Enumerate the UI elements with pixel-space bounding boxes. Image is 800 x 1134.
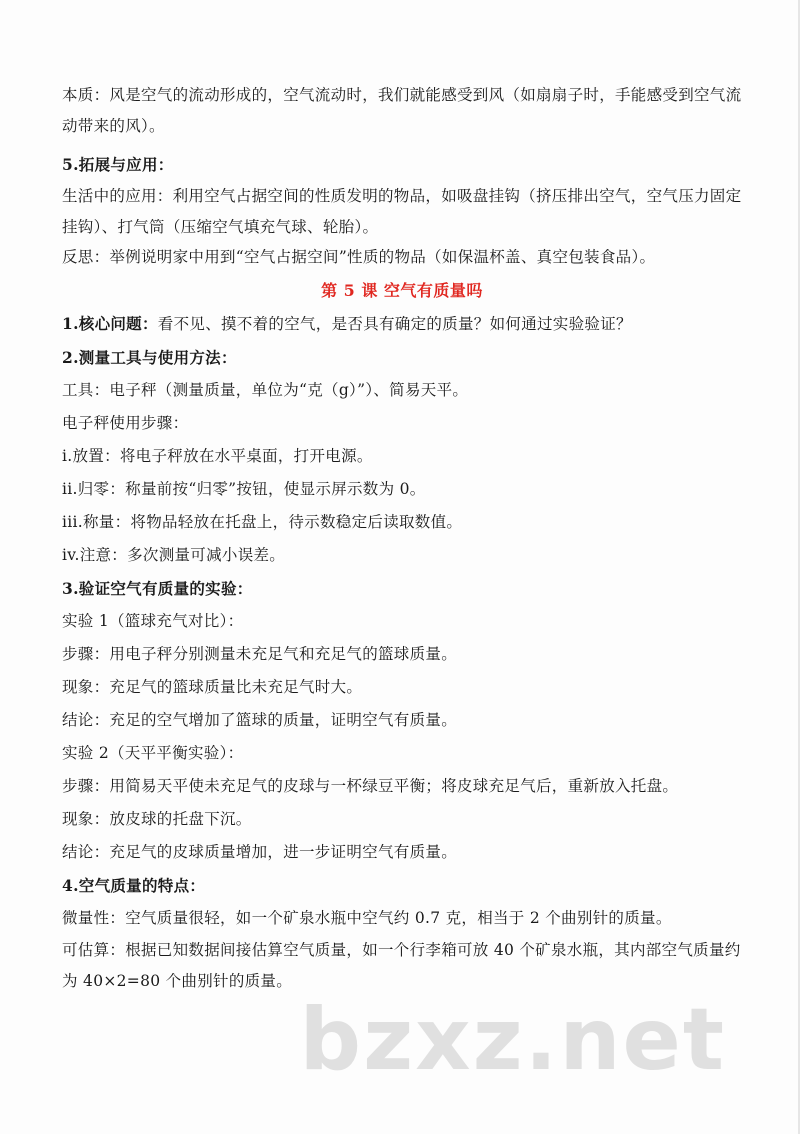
tools-heading: 2.测量工具与使用方法： [62, 348, 237, 367]
reflection-line: 反思：举例说明家中用到“空气占据空间”性质的物品（如保温杯盖、真空包装食品）。 [62, 248, 656, 266]
tools-line: 工具：电子秤（测量质量，单位为“克（g）”）、简易天平。 [62, 381, 469, 399]
step-note: iv.注意：多次测量可减小误差。 [62, 546, 286, 564]
step-placement: i.放置：将电子秤放在水平桌面，打开电源。 [62, 447, 373, 465]
application-paragraph: 生活中的应用：利用空气占据空间的性质发明的物品，如吸盘挂钩（挤压排出空气，空气压力固定挂钩）、打气筒（压缩空气填充气球、轮胎）。 [62, 187, 742, 236]
feature-estimation: 可估算：根据已知数据间接估算空气质量，如一个行李箱可放 40 个矿泉水瓶，其内部空气质量约为 40×2=80 个曲别针的质量。 [62, 941, 741, 990]
experiment-1-steps: 步骤：用电子秤分别测量未充足气和充足气的篮球质量。 [62, 645, 458, 663]
core-question-line [62, 313, 742, 335]
experiment-2-conclusion: 结论：充足气的皮球质量增加，进一步证明空气有质量。 [62, 843, 458, 861]
intro-paragraph: 本质：风是空气的流动形成的，空气流动时，我们就能感受到风（如扇扇子时，手能感受到空气流动带来的风）。 [62, 86, 742, 135]
experiment-2-steps: 步骤：用简易天平使未充足气的皮球与一杯绿豆平衡；将皮球充足气后，重新放入托盘。 [62, 777, 679, 795]
step-zeroing: ii.归零：称量前按“归零”按钮，使显示屏示数为 0。 [62, 480, 426, 498]
step-weighing: iii.称量：将物品轻放在托盘上，待示数稳定后读取数值。 [62, 513, 463, 531]
experiment-2-title: 实验 2（天平平衡实验）： [62, 744, 244, 762]
core-question-text: 看不见、摸不着的空气，是否具有确定的质量？如何通过实验验证？ [157, 315, 632, 333]
experiment-2-phenomenon: 现象：放皮球的托盘下沉。 [62, 810, 252, 828]
section-heading-extension: 5.拓展与应用： [62, 155, 174, 174]
document-content [62, 86, 742, 1001]
experiment-1-phenomenon: 现象：充足气的篮球质量比未充足气时大。 [62, 678, 363, 696]
experiment-1-conclusion: 结论：充足的空气增加了篮球的质量，证明空气有质量。 [62, 711, 458, 729]
watermark-logo: bzxz.net [299, 990, 726, 1090]
experiment-1-title: 实验 1（篮球充气对比）： [62, 612, 244, 630]
lesson-title: 第 5 课 空气有质量吗 [321, 281, 483, 300]
experiment-heading: 3.验证空气有质量的实验： [62, 579, 253, 598]
feature-lightness: 微量性：空气质量很轻，如一个矿泉水瓶中空气约 0.7 克，相当于 2 个曲别针的质量。 [62, 909, 672, 927]
features-heading: 4.空气质量的特点： [62, 876, 206, 895]
steps-intro: 电子秤使用步骤： [62, 414, 189, 432]
core-question-heading: 1.核心问题： [62, 314, 158, 333]
